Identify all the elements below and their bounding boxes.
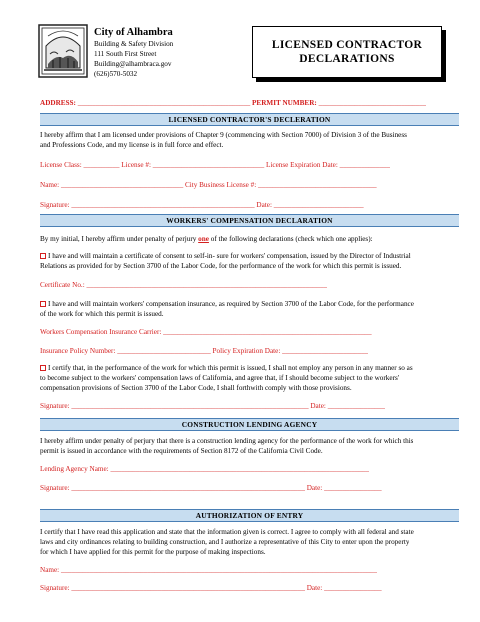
- authorization-date-label: Date:: [306, 584, 323, 592]
- policy-expiration-label: Policy Expiration Date:: [212, 347, 281, 355]
- contact-email[interactable]: Building@alhambraca.gov: [94, 60, 172, 68]
- carrier-row: [40, 328, 372, 338]
- carrier-field[interactable]: __________________________________________________________: [163, 328, 372, 336]
- lending-signature-field[interactable]: _________________________________________________________________: [71, 484, 305, 492]
- city-seal-icon: [38, 24, 88, 78]
- lending-date-field[interactable]: ________________: [324, 484, 382, 492]
- license-class-label: License Class:: [40, 161, 82, 169]
- contractor-name-row: [40, 181, 377, 191]
- policy-expiration-field[interactable]: ________________________: [282, 347, 369, 355]
- contractor-date-field[interactable]: _________________________: [273, 201, 364, 209]
- intro-text-after: of the following declarations (check which one applies):: [208, 235, 373, 243]
- certificate-field[interactable]: ___________________________________________________________________: [86, 281, 328, 289]
- contractor-signature-field[interactable]: ___________________________________________________: [71, 201, 255, 209]
- option3-text-1: I certify that, in the performance of the work for which this permit is issued, I shall not employ any person in any manner so as: [48, 364, 413, 372]
- authorization-text-line-1: I certify that I have read this application and state that the information given is correct. I agree to comply with all federal and state: [40, 528, 414, 536]
- street-address: 111 South First Street: [94, 50, 157, 58]
- contractor-section-heading: LICENSED CONTRACTOR'S DECLERATION: [168, 115, 331, 124]
- option2-text-1: I have and will maintain workers' compensation insurance, as required by Section 3700 of the Labor Code, for the performance: [48, 300, 414, 308]
- checkbox-icon[interactable]: [40, 365, 46, 371]
- address-row: [40, 99, 426, 109]
- contact-phone: (626)570-5032: [94, 70, 138, 78]
- intro-text-before: By my initial, I hereby affirm under penalty of perjury: [40, 235, 199, 243]
- authorization-text-line-2: laws and city ordinances relating to building construction, and I authorize a representative of this City to enter upon the property: [40, 538, 410, 546]
- title-line-1: LICENSED CONTRACTOR: [271, 39, 423, 51]
- option1-line-2: Relations as provided for by Section 3700 of the Labor Code, for the performance of the work for which this permit is issued.: [40, 262, 402, 270]
- lending-date-label: Date:: [306, 484, 323, 492]
- carrier-label: Workers Compensation Insurance Carrier:: [40, 328, 162, 336]
- option3-line-1: [40, 364, 413, 374]
- title-line-2: DECLARATIONS: [299, 53, 395, 65]
- license-row: [40, 161, 390, 171]
- license-expiration-field[interactable]: ______________: [339, 161, 390, 169]
- address-label: ADDRESS:: [40, 99, 76, 107]
- certificate-row: [40, 281, 327, 291]
- authorization-signature-label: Signature:: [40, 584, 70, 592]
- authorization-name-label: Name:: [40, 566, 60, 574]
- checkbox-icon[interactable]: [40, 301, 46, 307]
- lending-signature-label: Signature:: [40, 484, 70, 492]
- authorization-signature-field[interactable]: _________________________________________________________________: [71, 584, 305, 592]
- lending-text-line-2: permit is issued in accordance with the requirements of Section 8172 of the California Civil Code.: [40, 447, 323, 455]
- policy-number-label: Insurance Policy Number:: [40, 347, 116, 355]
- policy-row: [40, 347, 368, 357]
- lending-section-heading: CONSTRUCTION LENDING AGENCY: [181, 420, 318, 429]
- authorization-name-field[interactable]: ________________________________________________________________________________________: [60, 566, 378, 574]
- business-license-label: City Business License #:: [184, 181, 257, 189]
- license-class-field[interactable]: __________: [83, 161, 120, 169]
- workers-comp-section-bar: [40, 214, 459, 227]
- checkbox-icon[interactable]: [40, 253, 46, 259]
- license-number-label: License #:: [121, 161, 151, 169]
- lending-agency-row: [40, 465, 369, 475]
- authorization-section-heading: AUTHORIZATION OF ENTRY: [195, 511, 304, 520]
- workers-comp-signature-row: [40, 402, 385, 412]
- option1-text-1: I have and will maintain a certificate of consent to self-in- sure for workers' compensation, issued by the Director of Industrial: [48, 252, 411, 260]
- contractor-signature-label: Signature:: [40, 201, 70, 209]
- lending-agency-label: Lending Agency Name:: [40, 465, 109, 473]
- contractor-signature-row: [40, 201, 364, 211]
- option2-line-2: of the work for which this permit is issued.: [40, 310, 164, 318]
- authorization-date-field[interactable]: ________________: [324, 584, 382, 592]
- division-name: Building & Safety Division: [94, 40, 174, 48]
- workers-comp-date-field[interactable]: ________________: [327, 402, 386, 410]
- lending-agency-field[interactable]: ________________________________________________________________________: [110, 465, 370, 473]
- workers-comp-intro: [40, 235, 373, 245]
- workers-comp-signature-field[interactable]: __________________________________________________________________: [71, 402, 309, 410]
- option3-line-3: compensation provisions of Section 3700 of the Labor Code, I shall forthwith comply with those provisions.: [40, 384, 352, 392]
- business-license-field[interactable]: _________________________________: [258, 181, 377, 189]
- contractor-date-label: Date:: [256, 201, 272, 209]
- license-number-field[interactable]: _______________________________: [152, 161, 265, 169]
- authorization-text-line-3: for which I have applied for this permit for the purpose of making inspections.: [40, 548, 266, 556]
- address-field[interactable]: ________________________________________________: [77, 99, 251, 107]
- authorization-section-bar: [40, 509, 459, 522]
- authorization-signature-row: [40, 584, 382, 594]
- contractor-section-bar: [40, 113, 459, 126]
- license-expiration-label: License Expiration Date:: [266, 161, 338, 169]
- option1-line-1: [40, 252, 411, 262]
- option2-line-1: [40, 300, 414, 310]
- contractor-affirm-line-1: I hereby affirm that I am licensed under provisions of Chapter 9 (commencing with Section 7000) of Division 3 of the Business: [40, 131, 407, 139]
- workers-comp-date-label: Date:: [310, 402, 326, 410]
- lending-signature-row: [40, 484, 382, 494]
- workers-comp-section-heading: WORKERS' COMPENSATION DECLARATION: [166, 216, 333, 225]
- permit-number-field[interactable]: ______________________________: [318, 99, 427, 107]
- contractor-name-field[interactable]: __________________________________: [60, 181, 184, 189]
- authorization-name-row: [40, 566, 377, 576]
- document-title: [252, 26, 442, 78]
- policy-number-field[interactable]: __________________________: [117, 347, 211, 355]
- contractor-name-label: Name:: [40, 181, 60, 189]
- certificate-label: Certificate No.:: [40, 281, 85, 289]
- workers-comp-signature-label: Signature:: [40, 402, 70, 410]
- lending-section-bar: [40, 418, 459, 431]
- option3-line-2: to become subject to the workers' compensation laws of California, and agree that, if I should become subject to the workers': [40, 374, 400, 382]
- permit-number-label: PERMIT NUMBER:: [252, 99, 317, 107]
- intro-one-emphasis: one: [198, 235, 209, 243]
- contractor-affirm-line-2: and Professions Code, and my license is in full force and effect.: [40, 141, 224, 149]
- org-name: City of Alhambra: [94, 27, 173, 38]
- lending-text-line-1: I hereby affirm under penalty of perjury that there is a construction lending agency for the performance of the work for which this: [40, 437, 414, 445]
